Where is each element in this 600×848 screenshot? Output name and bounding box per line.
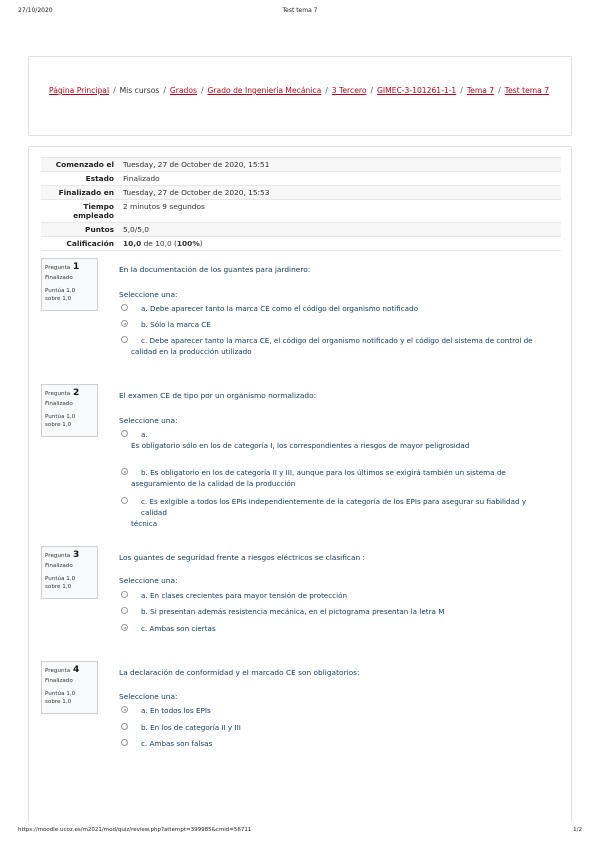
answer-option-4a[interactable] [121,705,551,716]
question-info-1 [41,258,98,311]
breadcrumb-topic[interactable]: Tema 7 [466,86,495,95]
question-number: 1 [72,262,80,272]
radio-button[interactable] [121,723,128,730]
answer-option-3a[interactable] [121,590,551,601]
option-text: b. En los de categoría II y III [141,723,241,732]
summary-label: Comenzado el [55,160,114,169]
summary-value: 5,0/5,0 [123,225,149,234]
question-info-2 [41,384,98,437]
answer-option-1c[interactable] [121,335,551,357]
breadcrumb-quiz[interactable]: Test tema 7 [504,86,550,95]
answer-prompt: Seleccione una: [119,576,178,585]
question-text: La declaración de conformidad y el marcado CE son obligatorios: [119,668,360,677]
attempt-summary-table [41,157,561,251]
radio-button[interactable] [121,591,128,598]
print-page-number: 1/2 [573,827,582,833]
summary-value: Tuesday, 27 de October de 2020, 15:51 [123,160,270,169]
question-state: Finalizado [45,401,73,407]
answer-option-2c[interactable] [121,496,551,529]
print-date: 27/10/2020 [18,7,53,14]
answer-prompt: Seleccione una: [119,416,178,425]
option-text: b. Es obligatorio en los de categoría II y III, aunque para los últimos se exigirá también un sistema de [141,468,506,477]
print-header [0,7,600,19]
option-text: b. Si presentan además resistencia mecánica, en el pictograma presentan la letra M [141,607,445,616]
breadcrumb-degrees[interactable]: Grados [169,86,197,95]
answer-option-1b[interactable] [121,319,551,330]
answer-option-2a[interactable] [121,429,551,451]
radio-button[interactable] [121,336,128,343]
summary-row-finished [41,186,561,200]
question-label: Pregunta [45,391,71,397]
breadcrumb-degree[interactable]: Grado de Ingeniería Mecánica [207,86,322,95]
question-state: Finalizado [45,678,73,684]
summary-label: Calificación [66,239,114,248]
print-url: https://moodle.ucoz.es/m2021/mod/quiz/review.php?attempt=399985&cmid=56711 [18,827,252,833]
question-text: Los guantes de seguridad frente a riesgos eléctricos se clasifican : [119,553,365,562]
question-label: Pregunta [45,553,71,559]
answer-option-1a[interactable] [121,303,551,314]
question-grade-line1: Puntúa 1,0 [45,414,76,420]
grade-of: de 10,0 ( [143,239,177,248]
question-grade-line1: Puntúa 1,0 [45,691,76,697]
question-state: Finalizado [45,563,73,569]
summary-value: Finalizado [123,174,160,183]
question-text: En la documentación de los guantes para jardinero: [119,265,311,274]
answer-option-4b[interactable] [121,722,551,733]
summary-value [119,237,561,251]
question-label: Pregunta [45,668,71,674]
question-number: 3 [72,550,80,560]
summary-label: Finalizado en [58,188,114,197]
question-label: Pregunta [45,265,71,271]
radio-button[interactable] [121,624,128,631]
breadcrumb-year[interactable]: 3 Tercero [331,86,367,95]
option-text: a. [141,430,148,439]
radio-button[interactable] [121,739,128,746]
question-grade-line2: sobre 1,0 [45,699,72,706]
summary-row-grade [41,237,561,251]
option-text: c. Ambas son ciertas [141,624,216,633]
answer-option-2b[interactable] [121,467,551,489]
breadcrumb-home[interactable]: Página Principal [49,86,110,95]
option-text: c. Debe aparecer tanto la marca CE, el código del organismo notificado y el código del sistema de control de [141,336,533,345]
summary-label: Puntos [85,225,114,234]
breadcrumb-my-courses: Mis cursos [119,86,160,95]
grade-percent: 100% [176,239,200,248]
summary-row-time [41,200,561,223]
radio-button[interactable] [121,320,128,327]
question-grade-line2: sobre 1,0 [45,296,72,303]
breadcrumb-card [28,56,572,136]
option-text: b. Sólo la marca CE [141,320,211,329]
print-footer [0,827,600,839]
option-text-continued: calidad en la producción utilizado [131,347,252,357]
option-text: a. Debe aparecer tanto la marca CE como el código del organismo notificado [141,304,418,313]
summary-row-started [41,158,561,172]
summary-row-state [41,172,561,186]
summary-label: Estado [85,174,114,183]
radio-button[interactable] [121,468,128,475]
summary-value: Tuesday, 27 de October de 2020, 15:53 [123,188,270,197]
grade-score: 10,0 [123,239,142,248]
question-grade-line1: Puntúa 1,0 [45,576,76,582]
option-text: a. En clases crecientes para mayor tensión de protección [141,591,348,600]
radio-button[interactable] [121,430,128,437]
question-state: Finalizado [45,275,73,281]
question-number: 4 [72,665,80,675]
question-grade-line2: sobre 1,0 [45,584,72,591]
option-text: c. Ambas son falsas [141,739,213,748]
radio-button[interactable] [121,304,128,311]
answer-option-3b[interactable] [121,606,551,617]
radio-button[interactable] [121,706,128,713]
question-number: 2 [72,388,80,398]
quiz-review-card [28,146,572,822]
print-title: Test tema 7 [282,7,318,14]
answer-option-3c[interactable] [121,623,551,634]
answer-option-4c[interactable] [121,738,551,749]
radio-button[interactable] [121,497,128,504]
question-info-3 [41,546,98,599]
question-grade-line1: Puntúa 1,0 [45,288,76,294]
option-text-continued: técnica [131,519,158,529]
question-grade-line2: sobre 1,0 [45,422,72,429]
breadcrumb: Página Principal / Mis cursos / Grados / Grado de Ingeniería Mecánica / 3 Tercero / GIMEC-3-101261-1-1 / Tema 7 / Test tema 7 [49,86,550,95]
question-text: El examen CE de tipo por un organismo normalizado: [119,391,317,400]
grade-close: ) [199,239,203,248]
option-text: c. Es exigible a todos los EPIs independientemente de la categoría de los EPIs para asegurar su fiabilidad y calidad [141,497,527,518]
radio-button[interactable] [121,607,128,614]
question-info-4 [41,661,98,714]
summary-value: 2 minutos 9 segundos [123,202,205,211]
option-text-continued: aseguramiento de la calidad de la producción [131,479,296,489]
option-text-continued: Es obligatorio sólo en los de categoría I, los correspondientes a riesgos de mayor peligrosidad [131,441,470,451]
summary-label: Tiempo empleado [73,202,114,220]
option-text: a. En todos los EPIs [141,706,211,715]
answer-prompt: Seleccione una: [119,290,178,299]
summary-row-points [41,223,561,237]
breadcrumb-course[interactable]: GIMEC-3-101261-1-1 [377,86,457,95]
answer-prompt: Seleccione una: [119,692,178,701]
